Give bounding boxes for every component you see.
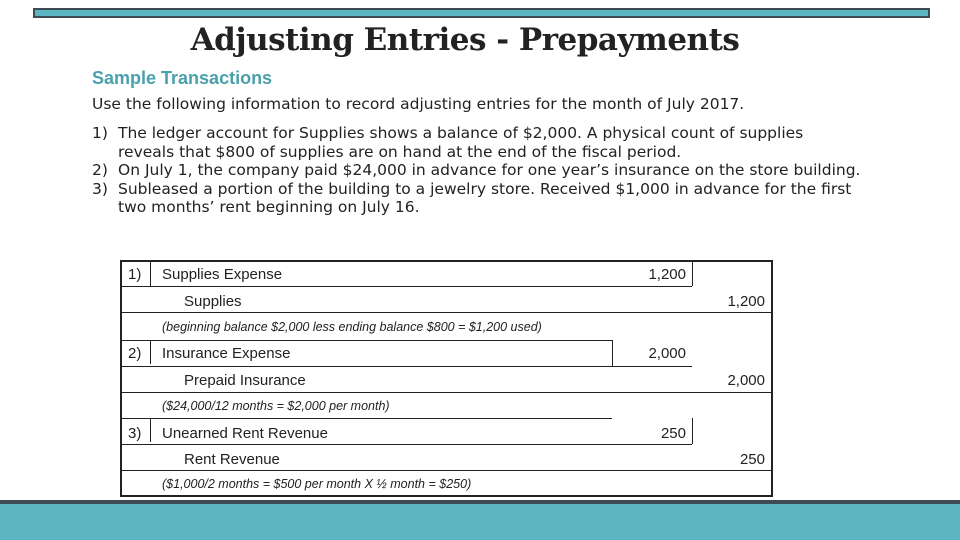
debit-account: Supplies Expense [162, 266, 283, 283]
credit-account: Prepaid Insurance [184, 372, 306, 389]
entry-note: ($1,000/2 months = $500 per month X ½ month = $250) [162, 477, 472, 491]
debit-amount: 250 [660, 425, 686, 442]
row-divider [122, 392, 773, 393]
debit-amount: 1,200 [648, 266, 686, 283]
entry-number: 2) [128, 345, 142, 362]
row-divider [122, 444, 692, 445]
column-divider [612, 340, 613, 366]
list-item [92, 161, 862, 180]
credit-amount: 250 [739, 451, 765, 468]
column-divider [692, 418, 693, 444]
list-item [92, 124, 862, 161]
credit-account: Supplies [184, 293, 242, 310]
list-item [92, 180, 862, 217]
column-divider [692, 262, 693, 286]
row-divider [122, 312, 773, 313]
list-item-text: The ledger account for Supplies shows a balance of $2,000. A physical count of supplies reveals that $800 of supplies are on hand at the end of the fiscal period. [118, 124, 804, 161]
row-divider [122, 418, 612, 419]
column-divider [150, 340, 151, 364]
column-divider [150, 418, 151, 442]
credit-amount: 2,000 [727, 372, 765, 389]
row-divider [122, 470, 773, 471]
debit-account: Unearned Rent Revenue [162, 425, 328, 442]
entry-number: 3) [128, 425, 142, 442]
journal-entries-table [120, 260, 773, 497]
debit-account: Insurance Expense [162, 345, 291, 362]
list-item-number: 1) [92, 124, 108, 142]
transaction-list [92, 124, 862, 217]
top-accent-bar [33, 8, 930, 18]
entry-note: ($24,000/12 months = $2,000 per month) [162, 399, 390, 413]
entry-number: 1) [128, 266, 142, 283]
list-item-number: 3) [92, 179, 108, 198]
list-item-number: 2) [92, 161, 108, 179]
section-subtitle: Sample Transactions [92, 68, 273, 88]
row-divider [122, 340, 612, 341]
intro-text: Use the following information to record adjusting entries for the month of July 2017. [92, 95, 745, 113]
list-item-text: Subleased a portion of the building to a jewelry store. Received $1,000 in advance for the first two months’ rent beginning on July 16. [118, 179, 852, 216]
debit-amount: 2,000 [648, 345, 686, 362]
bottom-accent-bar [0, 500, 960, 540]
credit-amount: 1,200 [727, 293, 765, 310]
entry-note: (beginning balance $2,000 less ending balance $800 = $1,200 used) [162, 320, 542, 334]
list-item-text: On July 1, the company paid $24,000 in advance for one year’s insurance on the store building. [118, 161, 861, 179]
row-divider [122, 366, 692, 367]
credit-account: Rent Revenue [184, 451, 280, 468]
row-divider [122, 286, 692, 287]
page-title: Adjusting Entries - Prepayments [190, 22, 740, 58]
column-divider [150, 262, 151, 286]
